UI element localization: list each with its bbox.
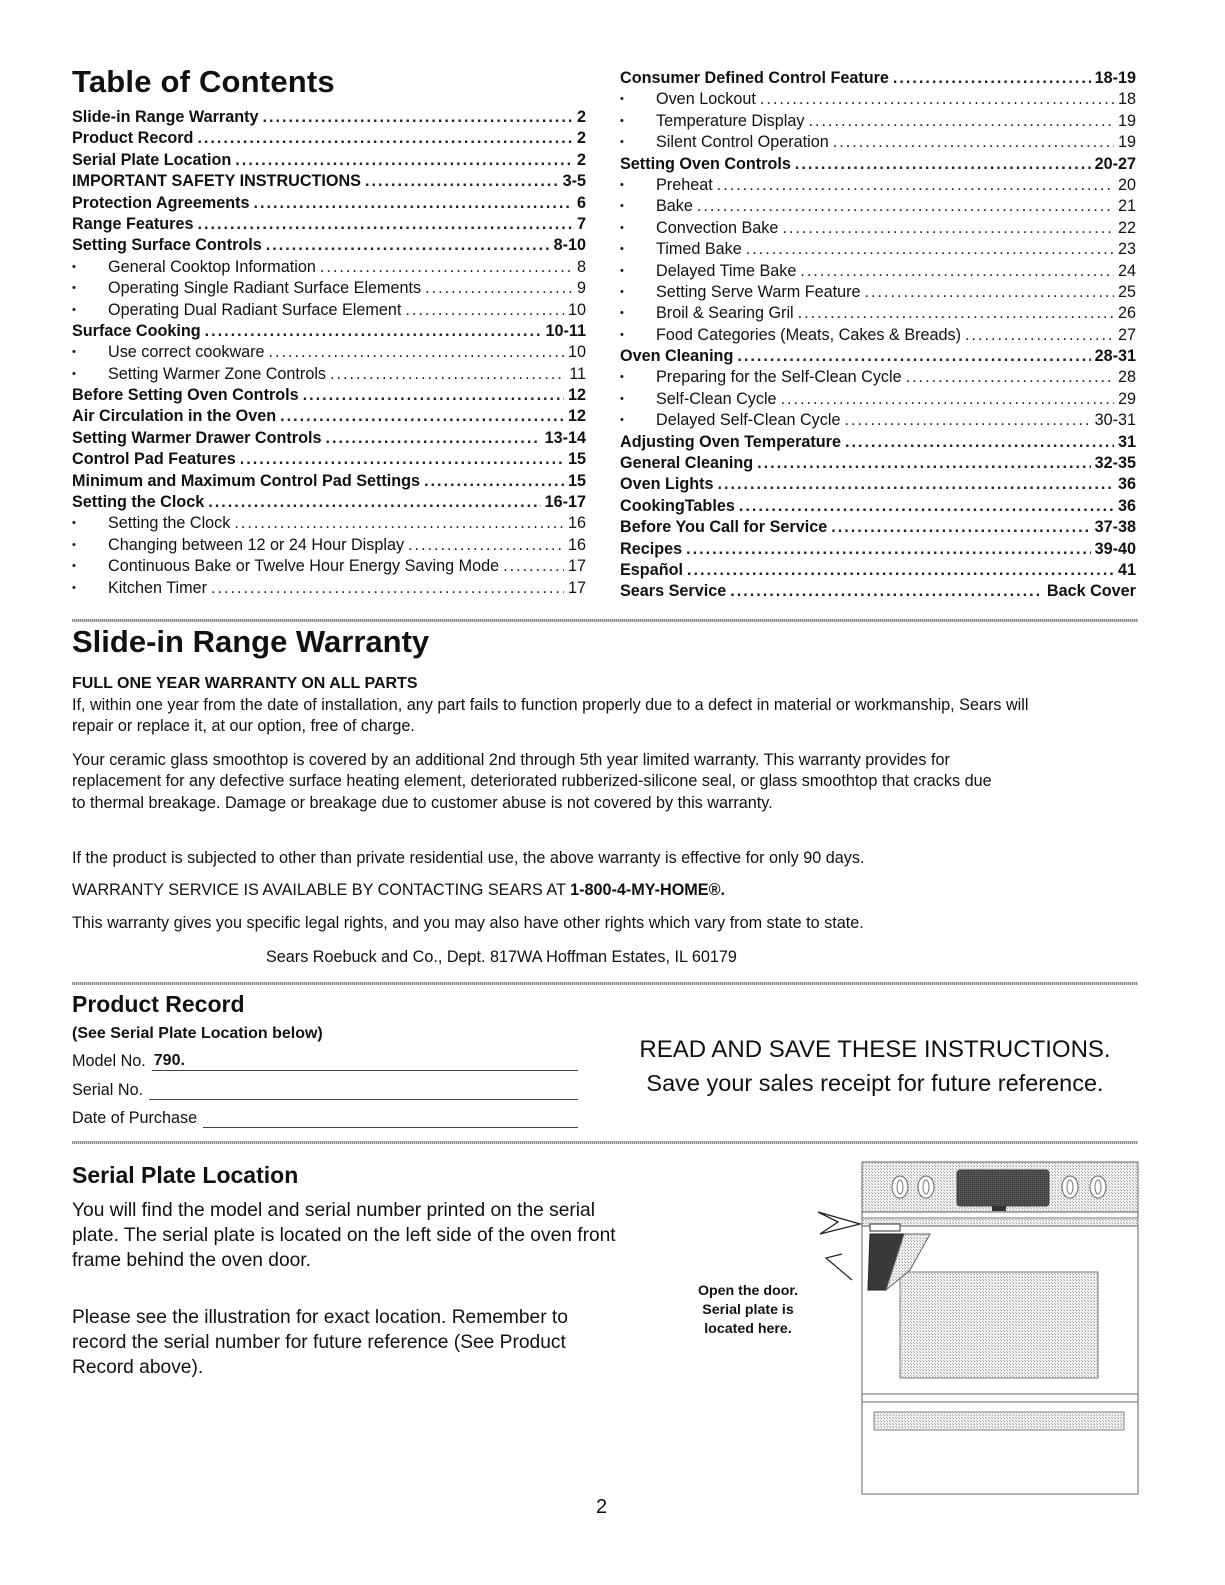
toc-entry-page: 16 bbox=[567, 535, 586, 554]
warranty-service-line bbox=[72, 880, 1032, 901]
toc-leader-dots bbox=[208, 492, 540, 513]
toc-entry-page: 10 bbox=[567, 343, 586, 362]
toc-subentry bbox=[620, 89, 1136, 110]
toc-leader-dots bbox=[800, 261, 1114, 282]
save-receipt-notice: Save your sales receipt for future reference. bbox=[646, 1070, 1104, 1096]
toc-entry-label: • Oven Lockout bbox=[656, 90, 756, 109]
record-title: Product Record bbox=[72, 991, 245, 1017]
toc-entry-label: • Setting the Clock bbox=[108, 514, 231, 533]
toc-leader-dots bbox=[197, 128, 573, 149]
toc-subentry bbox=[72, 257, 586, 278]
brand-badge bbox=[992, 1206, 1006, 1211]
knob-icon bbox=[918, 1176, 934, 1198]
toc-entry-label: • Delayed Self-Clean Cycle bbox=[656, 411, 841, 430]
oven-window bbox=[900, 1272, 1098, 1378]
toc-entry-label: • Food Categories (Meats, Cakes & Breads) bbox=[656, 325, 961, 344]
toc-entry-label: Serial Plate Location bbox=[72, 150, 232, 169]
toc-subentry bbox=[72, 300, 586, 321]
toc-subentry bbox=[72, 578, 586, 599]
divider bbox=[72, 982, 1138, 985]
serial-plate-title: Serial Plate Location bbox=[72, 1162, 299, 1188]
toc-subentry bbox=[620, 282, 1136, 303]
toc-entry bbox=[72, 107, 586, 128]
toc-left-column bbox=[72, 107, 586, 599]
toc-entry-label: Control Pad Features bbox=[72, 450, 236, 469]
toc-entry-page: 12 bbox=[567, 407, 586, 426]
page-number: 2 bbox=[596, 1496, 608, 1518]
toc-entry-label: Before Setting Oven Controls bbox=[72, 386, 299, 405]
toc-entry-page: 20-27 bbox=[1094, 154, 1136, 173]
toc-entry bbox=[72, 385, 586, 406]
phone-number: 1-800-4-MY-HOME®. bbox=[570, 881, 726, 899]
warranty-address: Sears Roebuck and Co., Dept. 817WA Hoffman Estates, IL 60179 bbox=[266, 948, 737, 966]
toc-entry bbox=[72, 235, 586, 256]
toc-entry-page: 39-40 bbox=[1094, 539, 1136, 558]
toc-entry-page: 19 bbox=[1117, 111, 1136, 130]
toc-entry-page: 26 bbox=[1117, 304, 1136, 323]
toc-leader-dots bbox=[254, 193, 573, 214]
toc-subentry bbox=[72, 278, 586, 299]
toc-entry-page: 19 bbox=[1117, 133, 1136, 152]
toc-entry-page: 8 bbox=[576, 257, 586, 276]
toc-subentry bbox=[72, 535, 586, 556]
toc-entry-label: Sears Service bbox=[620, 582, 727, 601]
toc-entry-page: 13-14 bbox=[544, 428, 586, 447]
toc-leader-dots bbox=[965, 325, 1114, 346]
toc-subentry bbox=[620, 325, 1136, 346]
toc-leader-dots bbox=[320, 257, 573, 278]
toc-entry bbox=[72, 193, 586, 214]
knob-icon bbox=[1090, 1176, 1106, 1198]
toc-leader-dots bbox=[405, 300, 564, 321]
serial-line bbox=[149, 1081, 578, 1100]
toc-entry-label: • General Cooktop Information bbox=[108, 257, 316, 276]
toc-subentry bbox=[620, 175, 1136, 196]
toc-entry bbox=[620, 154, 1136, 175]
knob-icon bbox=[1062, 1176, 1078, 1198]
toc-leader-dots bbox=[782, 218, 1114, 239]
toc-entry-page: 37-38 bbox=[1094, 518, 1136, 537]
toc-leader-dots bbox=[795, 154, 1091, 175]
warranty-paragraph: Your ceramic glass smoothtop is covered by an additional 2nd through 5th year limited warranty. This warranty provides for replacement for any defective surface heating element, deteriorated rubberized-silicone seal, or glass smoothtop that cracks due to thermal breakage. Damage or breakage due to customer abuse is not covered by this warranty. bbox=[72, 751, 992, 812]
warranty-service-text: WARRANTY SERVICE IS AVAILABLE BY CONTACTING SEARS AT bbox=[72, 881, 571, 899]
toc-entry bbox=[620, 581, 1136, 602]
toc-entry-page: 2 bbox=[576, 108, 586, 126]
toc-leader-dots bbox=[798, 303, 1114, 324]
toc-entry-page: 6 bbox=[576, 193, 586, 212]
toc-entry-page: 12 bbox=[567, 386, 586, 405]
toc-entry-label: General Cleaning bbox=[620, 454, 754, 473]
toc-leader-dots bbox=[269, 342, 564, 363]
toc-entry-page: 16-17 bbox=[544, 493, 586, 512]
toc-entry bbox=[620, 68, 1136, 89]
toc-entry-label: Adjusting Oven Temperature bbox=[620, 432, 841, 451]
serial-label: Serial No. bbox=[72, 1081, 144, 1099]
toc-entry-label: Minimum and Maximum Control Pad Settings bbox=[72, 471, 421, 490]
toc-entry-label: Setting the Clock bbox=[72, 493, 205, 512]
read-save-notice: READ AND SAVE THESE INSTRUCTIONS. bbox=[639, 1036, 1111, 1063]
warranty-title: Slide-in Range Warranty bbox=[72, 624, 430, 659]
drawer-handle bbox=[874, 1412, 1124, 1430]
toc-leader-dots bbox=[503, 556, 564, 577]
toc-entry-label: • Self-Clean Cycle bbox=[656, 389, 777, 408]
toc-entry-label: • Convection Bake bbox=[656, 218, 779, 237]
toc-leader-dots bbox=[757, 453, 1090, 474]
toc-entry-label: • Timed Bake bbox=[656, 240, 742, 259]
toc-entry-page: 9 bbox=[576, 279, 586, 298]
toc-subentry bbox=[72, 364, 586, 385]
toc-entry-page: 10-11 bbox=[545, 321, 586, 340]
serial-plate bbox=[870, 1224, 900, 1231]
toc-leader-dots bbox=[844, 410, 1090, 431]
toc-entry bbox=[72, 214, 586, 235]
toc-subentry bbox=[72, 513, 586, 534]
toc-entry-page: 36 bbox=[1117, 475, 1136, 494]
serial-plate-callout bbox=[680, 1282, 816, 1339]
toc-leader-dots bbox=[906, 367, 1114, 388]
toc-leader-dots bbox=[845, 432, 1114, 453]
toc-entry-label: • Continuous Bake or Twelve Hour Energy Saving Mode bbox=[108, 557, 500, 576]
toc-entry-label: • Preparing for the Self-Clean Cycle bbox=[656, 368, 902, 387]
toc-entry-page: 29 bbox=[1117, 389, 1136, 408]
toc-entry bbox=[72, 428, 586, 449]
toc-entry-page: 23 bbox=[1117, 240, 1136, 259]
model-label: Model No. bbox=[72, 1052, 146, 1070]
toc-entry bbox=[620, 517, 1136, 538]
toc-entry-page: 11 bbox=[569, 364, 586, 383]
knob-icon bbox=[892, 1176, 908, 1198]
toc-entry-page: 28-31 bbox=[1094, 347, 1136, 366]
toc-entry bbox=[620, 496, 1136, 517]
warranty-paragraph: If, within one year from the date of installation, any part fails to function properly due to a defect in material or workmanship, Sears will repair or replace it, at our option, free of charge. bbox=[72, 696, 1029, 736]
toc-entry-page: 3-5 bbox=[562, 172, 586, 191]
toc-subentry bbox=[620, 389, 1136, 410]
callout-line: Open the door. bbox=[697, 1283, 799, 1299]
toc-leader-dots bbox=[263, 107, 573, 128]
toc-subentry bbox=[620, 239, 1136, 260]
toc-entry-page: 30-31 bbox=[1094, 411, 1136, 430]
toc-entry-label: • Broil & Searing Gril bbox=[656, 304, 794, 323]
toc-entry-label: • Delayed Time Bake bbox=[656, 261, 797, 280]
toc-entry-page: 41 bbox=[1117, 560, 1136, 579]
arrow-icon bbox=[818, 1212, 860, 1234]
toc-entry-page: 10 bbox=[567, 300, 586, 319]
toc-entry-page: 20 bbox=[1117, 175, 1136, 194]
toc-entry-page: 21 bbox=[1117, 197, 1136, 216]
toc-leader-dots bbox=[730, 581, 1043, 602]
toc-entry-page: 17 bbox=[567, 557, 586, 576]
toc-leader-dots bbox=[205, 321, 542, 342]
toc-leader-dots bbox=[408, 535, 564, 556]
toc-leader-dots bbox=[737, 346, 1090, 367]
toc-entry-label: Surface Cooking bbox=[72, 321, 201, 340]
toc-entry-page: 2 bbox=[576, 150, 586, 169]
toc-leader-dots bbox=[425, 278, 573, 299]
toc-leader-dots bbox=[235, 150, 573, 171]
oven-illustration bbox=[812, 1160, 1142, 1500]
toc-entry-label: • Setting Serve Warm Feature bbox=[656, 282, 861, 301]
toc-leader-dots bbox=[280, 406, 564, 427]
toc-leader-dots bbox=[240, 449, 564, 470]
toc-entry-label: Air Circulation in the Oven bbox=[72, 407, 277, 426]
toc-subentry bbox=[620, 303, 1136, 324]
toc-entry-label: Range Features bbox=[72, 214, 194, 233]
toc-entry bbox=[72, 406, 586, 427]
toc-entry-page: Back Cover bbox=[1046, 582, 1136, 601]
toc-entry-label: Setting Surface Controls bbox=[72, 236, 262, 255]
toc-leader-dots bbox=[686, 539, 1091, 560]
toc-subentry bbox=[72, 556, 586, 577]
toc-title: Table of Contents bbox=[72, 64, 335, 99]
toc-leader-dots bbox=[893, 68, 1091, 89]
toc-entry-label: Protection Agreements bbox=[72, 193, 250, 212]
toc-entry-page: 8-10 bbox=[553, 236, 586, 255]
toc-subentry bbox=[620, 132, 1136, 153]
toc-entry bbox=[72, 449, 586, 470]
toc-leader-dots bbox=[746, 239, 1114, 260]
warranty-subhead: FULL ONE YEAR WARRANTY ON ALL PARTS bbox=[72, 675, 418, 692]
serial-field bbox=[72, 1078, 578, 1100]
toc-leader-dots bbox=[687, 560, 1114, 581]
toc-entry-label: Before You Call for Service bbox=[620, 518, 828, 537]
toc-entry-label: • Setting Warmer Zone Controls bbox=[108, 364, 327, 383]
toc-entry-label: Oven Lights bbox=[620, 475, 714, 494]
toc-entry-page: 15 bbox=[567, 471, 586, 490]
callout-line: located here. bbox=[704, 1321, 792, 1337]
toc-subentry bbox=[620, 367, 1136, 388]
toc-entry bbox=[620, 474, 1136, 495]
toc-subentry bbox=[620, 410, 1136, 431]
divider bbox=[72, 619, 1138, 622]
toc-entry-page: 31 bbox=[1117, 432, 1136, 451]
toc-subentry bbox=[620, 218, 1136, 239]
toc-right-column bbox=[620, 68, 1136, 603]
toc-leader-dots bbox=[831, 517, 1090, 538]
toc-entry-label: Setting Warmer Drawer Controls bbox=[72, 428, 322, 447]
toc-entry-page: 28 bbox=[1117, 368, 1136, 387]
toc-entry-label: • Use correct cookware bbox=[108, 343, 265, 362]
toc-entry-page: 25 bbox=[1117, 282, 1136, 301]
control-display bbox=[957, 1170, 1049, 1206]
toc-entry-page: 17 bbox=[567, 578, 586, 597]
toc-leader-dots bbox=[760, 89, 1114, 110]
warranty-paragraph: This warranty gives you specific legal rights, and you may also have other rights which vary from state to state. bbox=[72, 914, 864, 932]
toc-entry bbox=[72, 128, 586, 149]
toc-entry-page: 32-35 bbox=[1094, 454, 1136, 473]
warranty-paragraph: If the product is subjected to other than private residential use, the above warranty is effective for only 90 days. bbox=[72, 849, 865, 867]
toc-entry-label: • Temperature Display bbox=[656, 111, 805, 130]
toc-entry-label: CookingTables bbox=[620, 496, 735, 515]
record-subhead: (See Serial Plate Location below) bbox=[72, 1025, 323, 1042]
toc-entry-label: • Operating Dual Radiant Surface Element bbox=[108, 300, 402, 319]
toc-entry-page: 7 bbox=[576, 214, 586, 233]
toc-entry bbox=[620, 432, 1136, 453]
callout-line: Serial plate is bbox=[702, 1302, 794, 1318]
toc-leader-dots bbox=[303, 385, 564, 406]
toc-entry bbox=[620, 539, 1136, 560]
toc-leader-dots bbox=[197, 214, 573, 235]
toc-entry-label: Consumer Defined Control Feature bbox=[620, 69, 889, 87]
toc-leader-dots bbox=[266, 235, 550, 256]
toc-entry-label: Setting Oven Controls bbox=[620, 154, 791, 173]
toc-entry-label: Español bbox=[620, 560, 683, 579]
toc-leader-dots bbox=[781, 389, 1114, 410]
toc-entry-page: 36 bbox=[1117, 496, 1136, 515]
toc-entry bbox=[620, 560, 1136, 581]
toc-entry bbox=[620, 453, 1136, 474]
date-label: Date of Purchase bbox=[72, 1109, 198, 1127]
date-field bbox=[72, 1106, 578, 1128]
toc-leader-dots bbox=[865, 282, 1114, 303]
toc-leader-dots bbox=[330, 364, 565, 385]
toc-entry-page: 27 bbox=[1117, 325, 1136, 344]
toc-entry bbox=[72, 321, 586, 342]
toc-entry-label: • Operating Single Radiant Surface Elements bbox=[108, 279, 422, 298]
date-line bbox=[203, 1109, 578, 1128]
toc-subentry bbox=[620, 261, 1136, 282]
toc-entry bbox=[72, 171, 586, 192]
toc-entry-label: Recipes bbox=[620, 539, 683, 558]
toc-entry-page: 22 bbox=[1117, 218, 1136, 237]
toc-entry-label: • Changing between 12 or 24 Hour Display bbox=[108, 535, 405, 554]
divider bbox=[72, 1141, 1138, 1144]
toc-subentry bbox=[72, 342, 586, 363]
toc-leader-dots bbox=[697, 196, 1114, 217]
toc-entry-page: 24 bbox=[1117, 261, 1136, 280]
toc-entry-label: IMPORTANT SAFETY INSTRUCTIONS bbox=[72, 172, 361, 191]
toc-entry bbox=[72, 471, 586, 492]
toc-entry-page: 15 bbox=[567, 450, 586, 469]
toc-subentry bbox=[620, 196, 1136, 217]
toc-entry-label: Oven Cleaning bbox=[620, 347, 734, 366]
toc-leader-dots bbox=[325, 428, 540, 449]
toc-leader-dots bbox=[717, 175, 1114, 196]
toc-entry-page: 18 bbox=[1117, 90, 1136, 109]
toc-leader-dots bbox=[808, 111, 1114, 132]
toc-entry-label: • Silent Control Operation bbox=[656, 133, 829, 152]
toc-leader-dots bbox=[833, 132, 1114, 153]
serial-plate-paragraph: You will find the model and serial number printed on the serial plate. The serial plate is located on the left side of the oven front frame behind the oven door. bbox=[72, 1200, 616, 1271]
toc-leader-dots bbox=[424, 471, 564, 492]
toc-entry-label: • Bake bbox=[656, 197, 693, 216]
toc-entry-page: 18-19 bbox=[1094, 69, 1136, 87]
toc-entry-label: Slide-in Range Warranty bbox=[72, 108, 259, 126]
toc-entry bbox=[72, 150, 586, 171]
toc-entry-page: 2 bbox=[576, 129, 586, 148]
toc-leader-dots bbox=[718, 474, 1114, 495]
toc-entry bbox=[620, 346, 1136, 367]
toc-leader-dots bbox=[365, 171, 559, 192]
model-field bbox=[72, 1049, 578, 1071]
toc-entry-page: 16 bbox=[567, 514, 586, 533]
toc-leader-dots bbox=[234, 513, 564, 534]
toc-entry bbox=[72, 492, 586, 513]
toc-entry-label: Product Record bbox=[72, 129, 194, 148]
toc-leader-dots bbox=[739, 496, 1114, 517]
serial-plate-paragraph: Please see the illustration for exact location. Remember to record the serial number for future reference (See Product Record above). bbox=[72, 1307, 568, 1378]
toc-leader-dots bbox=[211, 578, 564, 599]
toc-entry-label: • Preheat bbox=[656, 175, 713, 194]
model-value: 790. bbox=[152, 1052, 578, 1071]
toc-entry-label: • Kitchen Timer bbox=[108, 578, 207, 597]
toc-subentry bbox=[620, 111, 1136, 132]
